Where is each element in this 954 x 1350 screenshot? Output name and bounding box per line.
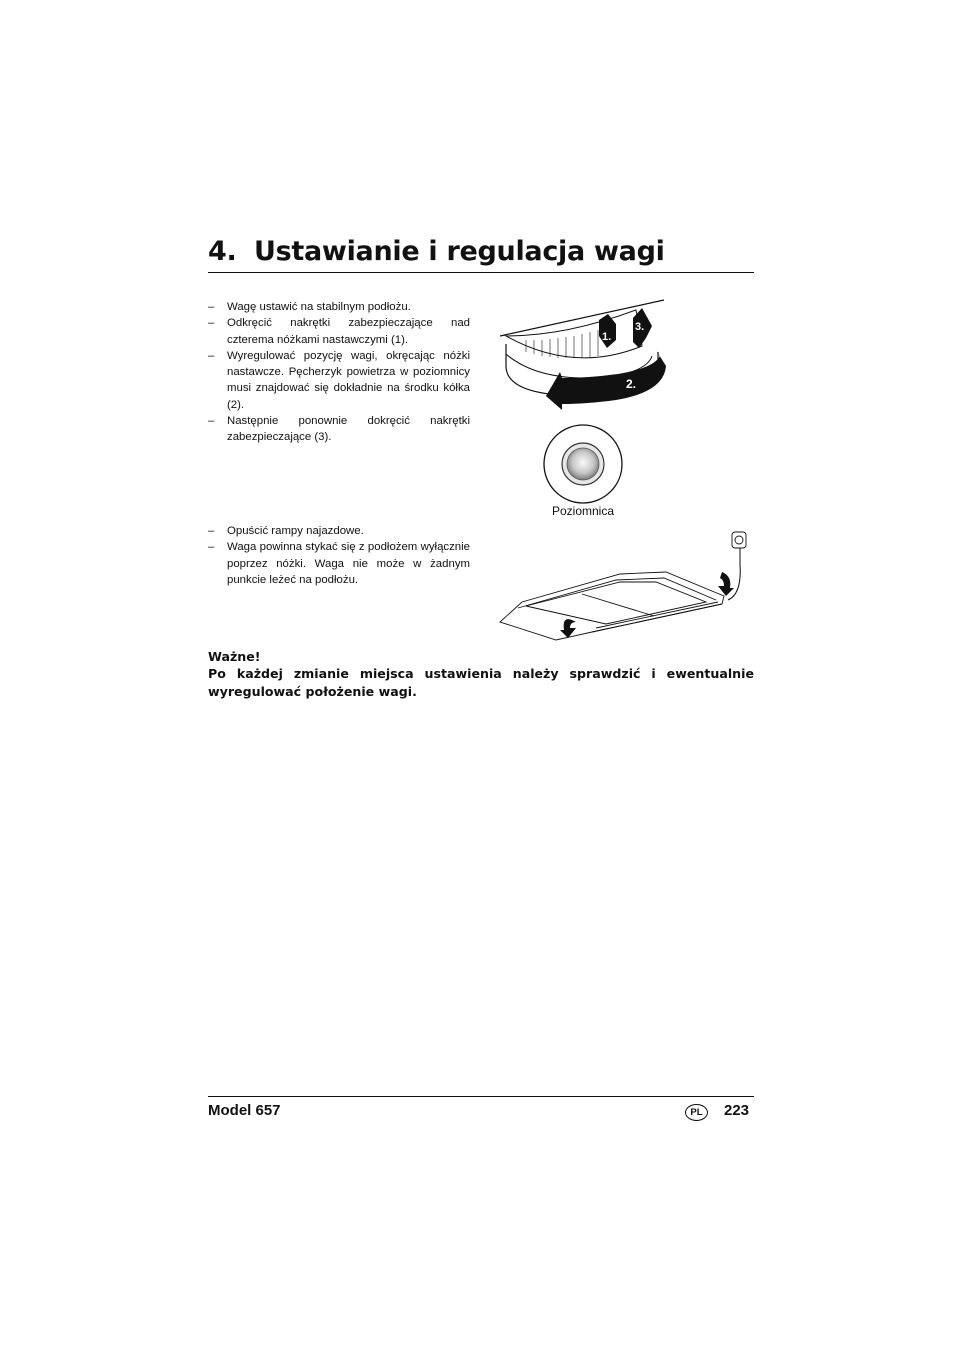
spirit-level-caption: Poziomnica xyxy=(551,504,615,518)
dash-bullet: – xyxy=(208,301,215,313)
dash-bullet: – xyxy=(208,349,215,362)
section-number: 4. xyxy=(208,236,237,267)
list-item xyxy=(208,315,470,348)
scale-platform-illustration xyxy=(496,524,754,642)
page-number: 223 xyxy=(724,1102,750,1119)
list-item-text: Odkręcić nakrętki zabezpieczające nad czterema nóżkami nastawczymi (1). xyxy=(227,317,470,346)
list-item-text: Wagę ustawić na stabilnym podłożu. xyxy=(227,301,411,313)
footer-model: Model 657 xyxy=(208,1102,281,1119)
list-item xyxy=(208,299,470,315)
label-step-2: 2. xyxy=(626,377,637,391)
dash-bullet: – xyxy=(208,541,215,554)
list-item xyxy=(208,348,470,413)
list-item-text: Waga powinna stykać się z podłożem wyłącznie poprzez nóżki. Waga nie może w żadnym punkcie leżeć na podłożu. xyxy=(227,541,470,586)
title-divider xyxy=(208,272,754,273)
list-item-text: Następnie ponownie dokręcić nakrętki zabezpieczające (3). xyxy=(227,415,470,444)
footer-divider xyxy=(208,1096,754,1097)
list-item xyxy=(208,413,470,446)
list-item-text: Wyregulować pozycję wagi, okręcając nóżki nastawcze. Pęcherzyk powietrza w poziomnicy musi znajdować się dokładnie na środku kółka (2). xyxy=(227,349,470,411)
ramp-steps-list xyxy=(208,523,470,588)
list-item xyxy=(208,539,470,588)
page-title xyxy=(208,236,754,267)
dash-bullet: – xyxy=(208,415,215,428)
language-badge: PL xyxy=(685,1104,708,1121)
setup-steps-list xyxy=(208,299,470,446)
list-item xyxy=(208,523,470,539)
section-title: Ustawianie i regulacja wagi xyxy=(254,236,665,267)
list-item-text: Opuścić rampy najazdowe. xyxy=(227,525,364,537)
dash-bullet: – xyxy=(208,317,215,330)
warning-heading: Ważne! xyxy=(208,649,261,664)
adjustable-foot-illustration xyxy=(496,296,668,412)
dash-bullet: – xyxy=(208,525,215,537)
spirit-level-illustration xyxy=(541,422,625,506)
warning-text: Po każdej zmianie miejsca ustawienia należy sprawdzić i ewentualnie wyregulować położenie wagi. xyxy=(208,666,754,699)
label-step-3: 3. xyxy=(635,321,645,333)
label-step-1: 1. xyxy=(602,331,612,343)
